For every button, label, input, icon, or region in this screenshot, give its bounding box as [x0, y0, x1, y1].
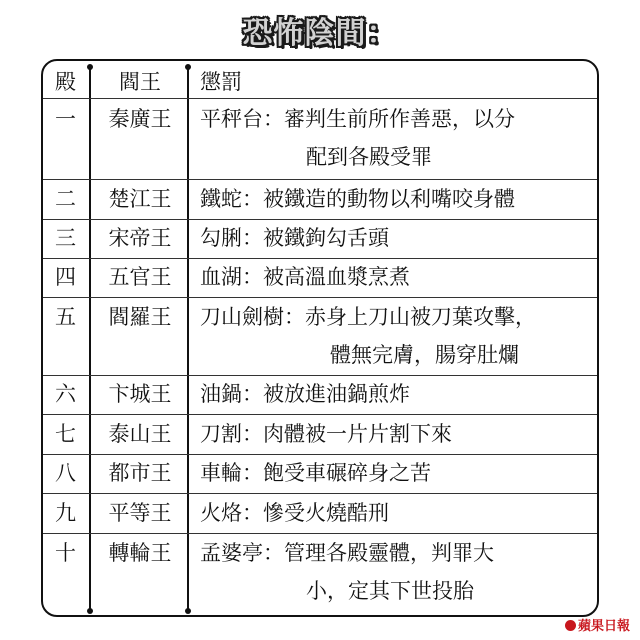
- row-divider: [43, 454, 597, 455]
- king-name: 泰山王: [108, 422, 172, 446]
- punishment-text: 刀山劍樹：赤身上刀山被刀葉攻擊，: [200, 305, 536, 329]
- king-name: 卞城王: [108, 382, 172, 406]
- punishment-text: 孟婆亭：管理各殿靈體，判罪大: [200, 541, 494, 565]
- punishment-continuation: 配到各殿受罪: [306, 145, 432, 169]
- punishment-text: 平秤台：審判生前所作善惡，以分: [200, 107, 515, 131]
- row-divider: [43, 533, 597, 534]
- row-divider: [43, 297, 597, 298]
- logo-text: 蘋果日報: [577, 619, 630, 634]
- header-punishment: 懲罰: [200, 70, 242, 94]
- hall-number: 五: [55, 305, 76, 329]
- newspaper-logo: [565, 615, 630, 634]
- header-king: 閻王: [119, 70, 161, 94]
- hall-number: 四: [55, 265, 76, 289]
- king-name: 楚江王: [108, 187, 172, 211]
- king-name: 五官王: [108, 265, 172, 289]
- column-divider-1: [89, 66, 91, 612]
- column-divider-2: [187, 66, 189, 612]
- punishment-text: 血湖：被高溫血漿烹煮: [200, 265, 410, 289]
- row-divider: [43, 258, 597, 259]
- king-name: 平等王: [108, 501, 172, 525]
- punishment-text: 油鍋：被放進油鍋煎炸: [200, 382, 410, 406]
- row-divider: [43, 98, 597, 99]
- apple-icon: [565, 620, 576, 631]
- row-divider: [43, 493, 597, 494]
- punishment-text: 火烙：慘受火燒酷刑: [200, 501, 389, 525]
- punishment-text: 鐵蛇：被鐵造的動物以利嘴咬身體: [200, 187, 515, 211]
- king-name: 轉輪王: [108, 541, 172, 565]
- king-name: 宋帝王: [108, 226, 172, 250]
- hall-number: 三: [55, 226, 76, 250]
- king-name: 都市王: [108, 461, 172, 485]
- hall-number: 二: [55, 187, 76, 211]
- hall-number: 六: [55, 382, 76, 406]
- punishment-continuation: 體無完膚，腸穿肚爛: [330, 343, 519, 367]
- hall-number: 八: [55, 461, 76, 485]
- hall-number: 七: [55, 422, 76, 446]
- hall-number: 一: [55, 107, 76, 131]
- hall-number: 十: [55, 541, 76, 565]
- punishment-text: 刀割：肉體被一片片割下來: [200, 422, 452, 446]
- row-divider: [43, 219, 597, 220]
- punishment-text: 車輪：飽受車碾碎身之苦: [200, 461, 431, 485]
- punishment-continuation: 小，定其下世投胎: [306, 579, 474, 603]
- king-name: 秦廣王: [108, 107, 172, 131]
- row-divider: [43, 179, 597, 180]
- row-divider: [43, 414, 597, 415]
- header-hall: 殿: [55, 70, 76, 94]
- king-name: 閻羅王: [108, 305, 172, 329]
- infographic-title: 恐怖陰間：: [242, 16, 398, 51]
- hall-number: 九: [55, 501, 76, 525]
- punishment-text: 勾脷：被鐵鉤勾舌頭: [200, 226, 389, 250]
- row-divider: [43, 375, 597, 376]
